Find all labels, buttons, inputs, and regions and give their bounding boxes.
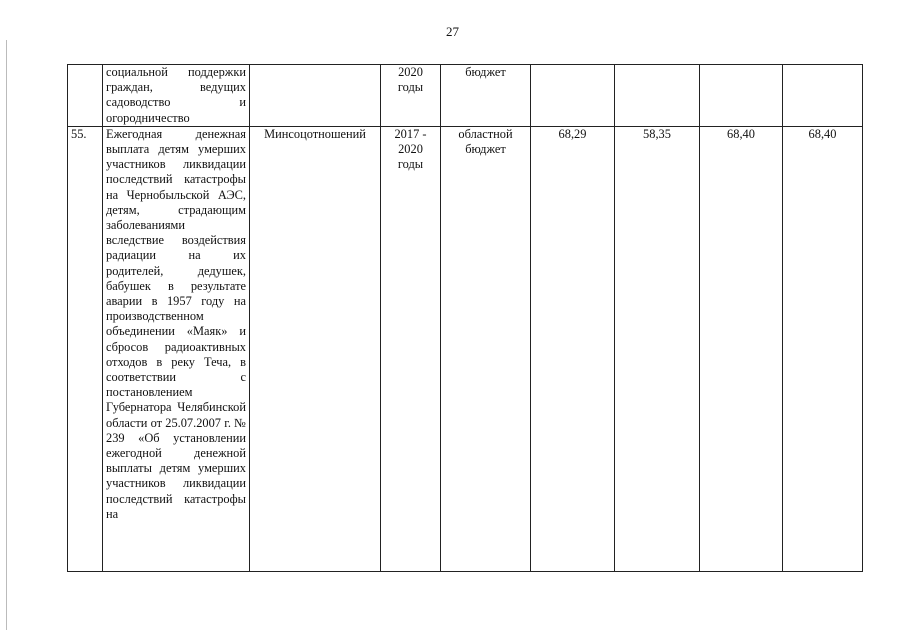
row-number-cell bbox=[68, 65, 103, 127]
term-cell bbox=[381, 65, 441, 127]
value-cell-3: 68,40 bbox=[700, 126, 783, 571]
table-row bbox=[68, 126, 863, 571]
term-cell bbox=[381, 126, 441, 571]
funding-source-text: областной бюджет bbox=[458, 126, 513, 157]
value-cell-4 bbox=[783, 65, 863, 127]
measure-name-text: социальной поддержки граждан, ведущих садоводство и огородничество bbox=[106, 65, 246, 125]
value-cell-2 bbox=[615, 65, 700, 127]
scan-edge-line bbox=[6, 40, 7, 630]
funding-source-text: бюджет bbox=[465, 65, 506, 79]
measure-name-cell bbox=[103, 65, 250, 127]
term-text: 2020 годы bbox=[397, 65, 424, 95]
row-number-cell: 55. bbox=[68, 126, 103, 571]
term-text: 2017 - 2020 годы bbox=[394, 126, 427, 172]
program-table bbox=[67, 64, 863, 572]
value-cell-3 bbox=[700, 65, 783, 127]
page-number: 27 bbox=[446, 24, 459, 39]
funding-source-cell bbox=[441, 65, 531, 127]
value-cell-4: 68,40 bbox=[783, 126, 863, 571]
table-row bbox=[68, 65, 863, 127]
executor-cell: Минсоцотношений bbox=[250, 126, 381, 571]
executor-cell bbox=[250, 65, 381, 127]
value-cell-1: 68,29 bbox=[531, 126, 615, 571]
measure-name-text: Ежегодная денежная выплата детям умерших участников ликвидации последствий катастрофы на Чернобыльской АЭС, детям, страдающим заболеваниями вследствие воздействия радиации на их родителей, дедушек, бабушек в результате аварии в 1957 году на производственном объединении «Маяк» и сбросов радиоактивных отходов в реку Теча, в соответствии с постановлением Губернатора Челябинской области от 25.07.2007 г. № 239 «Об установлении ежегодной денежной выплаты детям умерших участников ликвидации последствий катастрофы на bbox=[106, 126, 246, 521]
value-cell-1 bbox=[531, 65, 615, 127]
value-cell-2: 58,35 bbox=[615, 126, 700, 571]
funding-source-cell bbox=[441, 126, 531, 571]
measure-name-cell bbox=[103, 126, 250, 571]
